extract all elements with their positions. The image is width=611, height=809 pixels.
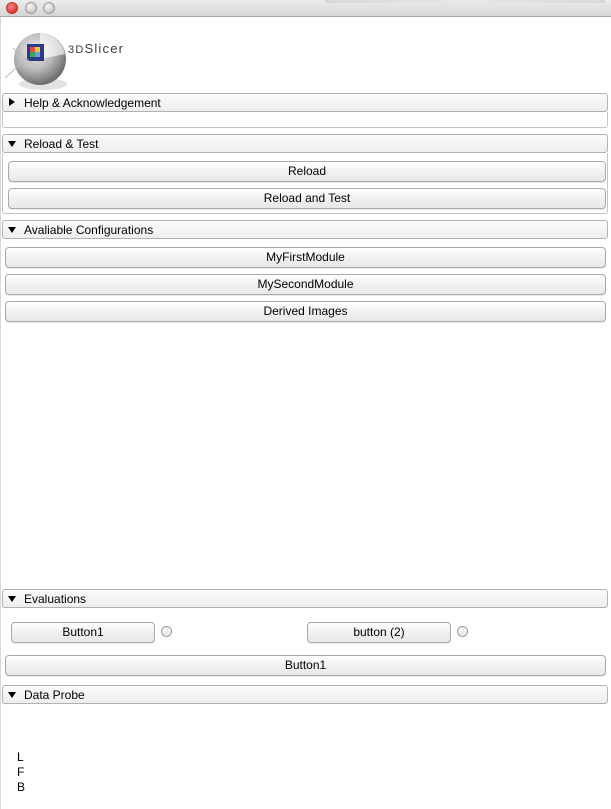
close-window-button[interactable] bbox=[6, 2, 18, 14]
my-first-module-button[interactable]: MyFirstModule bbox=[5, 247, 606, 268]
app-name-suffix: Slicer bbox=[84, 41, 125, 56]
section-evaluations-label: Evaluations bbox=[24, 592, 87, 606]
section-probe-label: Data Probe bbox=[24, 688, 85, 702]
help-collapsed-body bbox=[2, 112, 608, 128]
app-name-prefix: 3D bbox=[68, 44, 85, 56]
reload-button[interactable]: Reload bbox=[8, 161, 606, 182]
section-data-probe[interactable] bbox=[2, 685, 608, 704]
derived-images-button[interactable]: Derived Images bbox=[5, 301, 606, 322]
section-available-configurations[interactable] bbox=[2, 220, 608, 239]
collapsed-arrow-icon bbox=[9, 98, 15, 106]
section-help-label: Help & Acknowledgement bbox=[24, 96, 161, 110]
app-name-logo bbox=[68, 41, 124, 56]
radio-button-left[interactable] bbox=[161, 626, 172, 637]
zoom-window-button[interactable] bbox=[43, 2, 55, 14]
my-second-module-button[interactable]: MySecondModule bbox=[5, 274, 606, 295]
expanded-arrow-icon bbox=[8, 141, 16, 147]
minimize-window-button[interactable] bbox=[25, 2, 37, 14]
section-evaluations[interactable] bbox=[2, 589, 608, 608]
section-configs-label: Avaliable Configurations bbox=[24, 223, 154, 237]
probe-label-l: L bbox=[17, 750, 24, 764]
expanded-arrow-icon bbox=[8, 596, 16, 602]
button-2[interactable]: button (2) bbox=[307, 622, 451, 643]
expanded-arrow-icon bbox=[8, 692, 16, 698]
expanded-arrow-icon bbox=[8, 227, 16, 233]
section-help-acknowledgement[interactable] bbox=[2, 93, 608, 112]
section-reload-test[interactable] bbox=[2, 134, 608, 153]
window-title-bar bbox=[0, 0, 611, 17]
button1-left[interactable]: Button1 bbox=[11, 622, 155, 643]
window-title-text bbox=[325, 0, 605, 3]
reload-and-test-button[interactable]: Reload and Test bbox=[8, 188, 606, 209]
probe-label-f: F bbox=[17, 765, 25, 779]
button1-wide[interactable]: Button1 bbox=[5, 655, 606, 676]
section-reload-label: Reload & Test bbox=[24, 137, 99, 151]
probe-label-b: B bbox=[17, 780, 26, 794]
slicer-logo-icon bbox=[5, 26, 75, 94]
radio-button-right[interactable] bbox=[457, 626, 468, 637]
window-left-border bbox=[0, 17, 1, 809]
